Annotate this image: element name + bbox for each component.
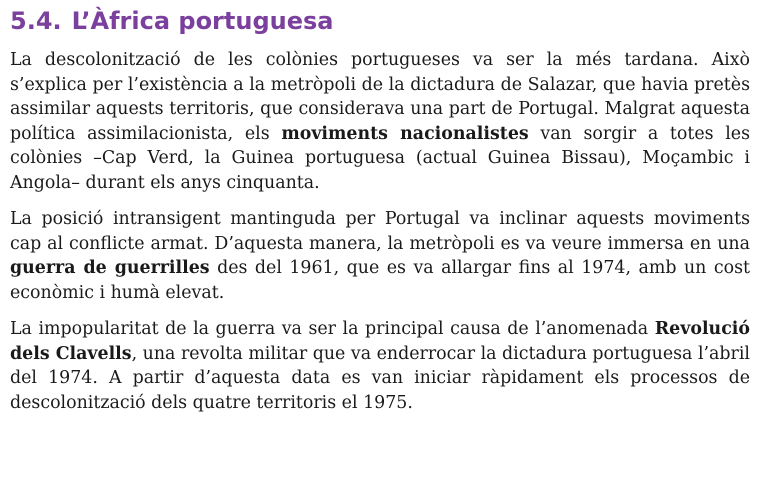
paragraph-text: La descolonització de les colònies portugueses va ser la més tardana. Això s’explica per l’existència a la metròpoli de la dictadura de Salazar, que havia pretès assimilar aquests territoris, que considerava una part de Portugal. Malgrat aquesta política assimilacionista, els [10, 50, 750, 144]
key-term: guerra de guerrilles [10, 258, 210, 278]
paragraph-text: , una revolta militar que va enderrocar la dictadura portuguesa l’abril del 1974. A partir d’aquesta data es van iniciar ràpidament els processos de descolonització dels quatre territoris el 1975. [10, 343, 750, 413]
key-term: Revolució dels Clavells [10, 319, 750, 364]
paragraph-text: La impopularitat de la guerra va ser la principal causa de l’anomenada [10, 319, 655, 339]
paragraph-3 [10, 317, 750, 415]
section-title: L’Àfrica portuguesa [71, 7, 334, 35]
document-page [10, 4, 750, 427]
key-term: moviments nacionalistes [281, 123, 529, 144]
section-number: 5.4. [10, 7, 62, 35]
paragraph-text: van sorgir a totes les colònies –Cap Verd, la Guinea portuguesa (actual Guinea Bissau), Moçambic i Angola– durant els anys cinquanta. [10, 123, 751, 193]
paragraph-text: La posició intransigent mantinguda per Portugal va inclinar aquests moviments cap al conflicte armat. D’aquesta manera, la metròpoli es va veure immersa en una [10, 209, 750, 254]
paragraph-text: des del 1961, que es va allargar fins al 1974, amb un cost econòmic i humà elevat. [10, 258, 750, 303]
section-heading [10, 4, 750, 38]
paragraph-2 [10, 207, 750, 305]
paragraph-1 [10, 48, 750, 195]
